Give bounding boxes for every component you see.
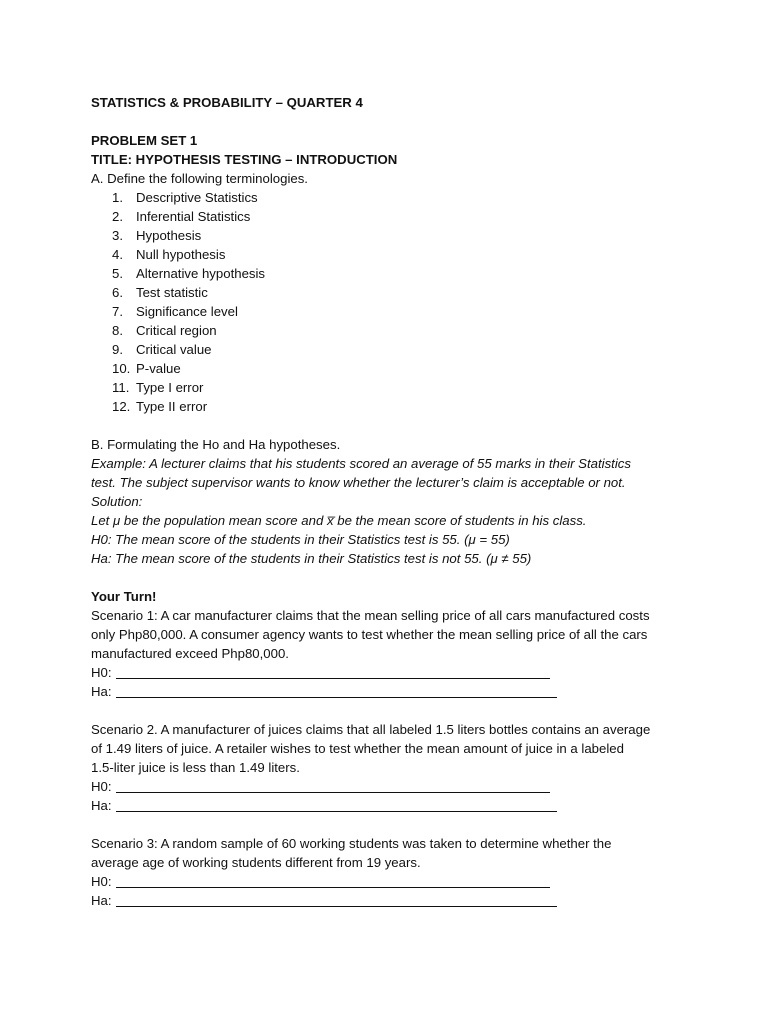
term-text: Null hypothesis [136,247,226,262]
spacer [91,815,691,834]
spacer [91,568,691,587]
h0-label: H0: [91,779,112,794]
problem-set-label: PROBLEM SET 1 [91,133,198,148]
document-page [91,93,691,910]
spacer [91,112,691,131]
course-title: STATISTICS & PROBABILITY – QUARTER 4 [91,95,363,110]
h0-label: H0: [91,874,112,889]
spacer [91,416,691,435]
term-item [91,359,691,378]
h0-label: H0: [91,665,112,680]
term-text: Descriptive Statistics [136,190,258,205]
scenario-text: 1.5-liter juice is less than 1.49 liters. [91,760,300,775]
scenario-text: average age of working students different from 19 years. [91,855,421,870]
term-text: Critical value [136,342,212,357]
h0-answer-row [91,777,691,796]
h0-answer-blank[interactable] [116,778,550,793]
solution-h0: H0: The mean score of the students in their Statistics test is 55. (μ = 55) [91,532,510,547]
section-a-instruction: A. Define the following terminologies. [91,171,308,186]
term-number: 3. [112,228,123,243]
ha-answer-blank[interactable] [116,797,557,812]
term-item [91,188,691,207]
term-item [91,340,691,359]
example-text: Example: A lecturer claims that his students scored an average of 55 marks in their Statistics [91,456,631,471]
term-text: Hypothesis [136,228,202,243]
scenario-text: only Php80,000. A consumer agency wants to test whether the mean selling price of all the cars [91,627,648,642]
problem-set-title: TITLE: HYPOTHESIS TESTING – INTRODUCTION [91,152,398,167]
term-text: Type I error [136,380,204,395]
term-text: Alternative hypothesis [136,266,266,281]
ha-answer-blank[interactable] [116,892,557,907]
term-number: 1. [112,190,123,205]
scenario-2 [91,720,691,815]
ha-answer-blank[interactable] [116,683,557,698]
term-item [91,207,691,226]
scenario-text: manufactured exceed Php80,000. [91,646,289,661]
term-item [91,321,691,340]
term-text: Critical region [136,323,217,338]
term-text: Significance level [136,304,238,319]
section-b-instruction: B. Formulating the Ho and Ha hypotheses. [91,437,341,452]
term-item [91,283,691,302]
term-item [91,397,691,416]
term-text: P-value [136,361,181,376]
terms-list [91,188,691,416]
term-number: 11. [112,380,130,395]
term-item [91,226,691,245]
spacer [91,701,691,720]
scenario-3 [91,834,691,910]
term-number: 8. [112,323,123,338]
term-text: Test statistic [136,285,208,300]
term-number: 2. [112,209,123,224]
term-number: 12. [112,399,131,414]
ha-answer-row [91,796,691,815]
scenario-text: Scenario 3: A random sample of 60 working students was taken to determine whether the [91,836,612,851]
ha-label: Ha: [91,893,112,908]
h0-answer-blank[interactable] [116,873,550,888]
term-number: 10. [112,361,131,376]
scenario-text: Scenario 1: A car manufacturer claims that the mean selling price of all cars manufactured costs [91,608,650,623]
scenario-text: of 1.49 liters of juice. A retailer wishes to test whether the mean amount of juice in a labeled [91,741,624,756]
ha-label: Ha: [91,684,112,699]
h0-answer-blank[interactable] [116,664,550,679]
term-item [91,264,691,283]
term-number: 6. [112,285,123,300]
term-item [91,378,691,397]
ha-label: Ha: [91,798,112,813]
h0-answer-row [91,872,691,891]
term-text: Inferential Statistics [136,209,251,224]
example-text: test. The subject supervisor wants to know whether the lecturer’s claim is acceptable or not. [91,475,626,490]
your-turn-heading: Your Turn! [91,589,157,604]
ha-answer-row [91,891,691,910]
ha-answer-row [91,682,691,701]
term-number: 4. [112,247,123,262]
scenario-1 [91,606,691,701]
term-number: 5. [112,266,123,281]
term-number: 7. [112,304,123,319]
scenario-text: Scenario 2. A manufacturer of juices claims that all labeled 1.5 liters bottles contains an average [91,722,651,737]
term-item [91,245,691,264]
solution-let: Let μ be the population mean score and x̅ be the mean score of students in his class. [91,513,587,528]
term-text: Type II error [136,399,208,414]
term-number: 9. [112,342,123,357]
h0-answer-row [91,663,691,682]
solution-label: Solution: [91,494,143,509]
term-item [91,302,691,321]
solution-ha: Ha: The mean score of the students in their Statistics test is not 55. (μ ≠ 55) [91,551,532,566]
